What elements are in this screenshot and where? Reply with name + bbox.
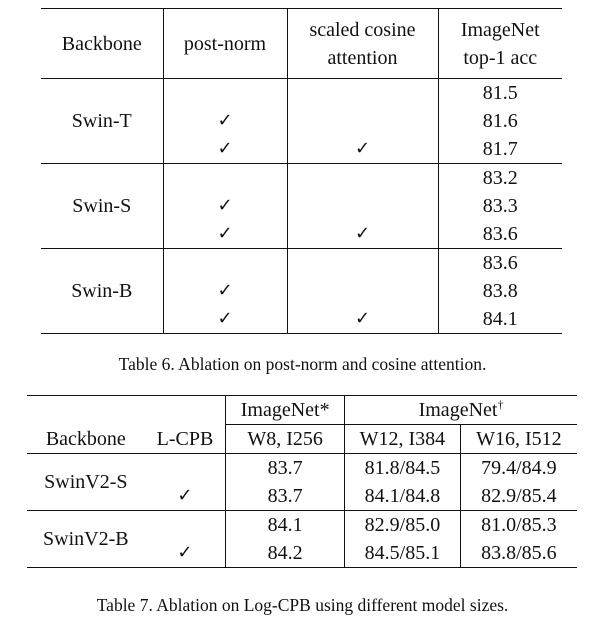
header-cosine-line2: attention [327, 46, 398, 69]
post-norm-cell: ✓ [163, 107, 287, 135]
cosine-cell [287, 79, 438, 108]
table-7-caption: Table 7. Ablation on Log-CPB using different model sizes. [96, 595, 509, 615]
header-w8-i256: W8, I256 [226, 425, 345, 454]
value-cell: 81.0/85.3 [460, 511, 577, 540]
backbone-cell: SwinV2-S [27, 454, 145, 511]
post-norm-cell: ✓ [163, 277, 287, 305]
value-cell: 82.9/85.0 [345, 511, 461, 540]
table-header-row-2 [27, 425, 577, 454]
post-norm-cell: ✓ [163, 135, 287, 164]
acc-cell: 81.5 [438, 79, 562, 108]
header-imagenet-top1 [438, 9, 562, 79]
value-cell: 79.4/84.9 [460, 454, 577, 483]
cosine-cell [287, 277, 438, 305]
value-cell: 83.7 [226, 454, 345, 483]
table-row [41, 164, 562, 193]
cosine-cell [287, 192, 438, 220]
header-empty [27, 396, 145, 425]
header-backbone: Backbone [45, 427, 126, 450]
cosine-cell [287, 164, 438, 193]
header-w12-i384: W12, I384 [345, 425, 461, 454]
value-cell: 82.9/85.4 [481, 485, 557, 507]
cosine-cell: ✓ [287, 305, 438, 334]
acc-cell: 84.1 [482, 308, 518, 330]
backbone-cell: Swin-S [41, 164, 163, 249]
table-row [27, 454, 577, 483]
value-cell: 83.7 [226, 482, 345, 511]
cosine-cell [287, 249, 438, 278]
header-backbone: Backbone [41, 9, 163, 79]
acc-cell: 81.6 [482, 110, 518, 132]
post-norm-cell [163, 249, 287, 278]
lcpb-cell [145, 511, 226, 540]
header-imagenet-dagger-text: ImageNet [418, 399, 498, 421]
cosine-cell: ✓ [287, 220, 438, 249]
table-6 [41, 8, 562, 334]
acc-cell: 83.6 [482, 223, 518, 245]
post-norm-cell [163, 79, 287, 108]
value-cell: 84.1 [226, 511, 345, 540]
dagger-mark: † [497, 397, 504, 412]
header-scaled-cosine-attention [287, 9, 438, 79]
acc-cell: 81.7 [482, 138, 518, 160]
header-acc-line2: top-1 acc [463, 46, 538, 69]
backbone-cell: Swin-B [41, 249, 163, 334]
lcpb-cell [145, 454, 226, 483]
value-cell: 83.8/85.6 [481, 542, 557, 564]
cosine-cell [287, 107, 438, 135]
lcpb-cell: ✓ [145, 482, 226, 511]
post-norm-cell: ✓ [163, 220, 287, 249]
backbone-cell: SwinV2-B [27, 511, 145, 568]
post-norm-cell [163, 164, 287, 193]
acc-cell: 83.3 [482, 195, 518, 217]
table-6-caption: Table 6. Ablation on post-norm and cosine attention. [118, 354, 487, 374]
header-imagenet-star: ImageNet* [226, 396, 345, 425]
post-norm-cell: ✓ [163, 192, 287, 220]
header-cosine-line1: scaled cosine [309, 18, 416, 41]
table-row [41, 79, 562, 108]
table-header-row-1 [27, 396, 577, 425]
value-cell: 84.5/85.1 [345, 539, 461, 568]
acc-cell: 83.2 [438, 164, 562, 193]
header-lcpb: L-CPB [145, 425, 226, 454]
post-norm-cell: ✓ [163, 305, 287, 334]
acc-cell: 83.8 [482, 280, 518, 302]
header-acc-line1: ImageNet [460, 18, 540, 41]
header-imagenet-dagger [345, 396, 577, 425]
table-row [41, 249, 562, 278]
acc-cell: 83.6 [438, 249, 562, 278]
cosine-cell: ✓ [287, 135, 438, 164]
backbone-cell: Swin-T [41, 79, 163, 164]
header-post-norm: post-norm [163, 9, 287, 79]
value-cell: 81.8/84.5 [345, 454, 461, 483]
table-header-row [41, 9, 562, 79]
header-w16-i512: W16, I512 [460, 425, 577, 454]
header-empty [145, 396, 226, 425]
value-cell: 84.2 [226, 539, 345, 568]
table-7 [27, 395, 577, 568]
table-row [27, 511, 577, 540]
value-cell: 84.1/84.8 [345, 482, 461, 511]
lcpb-cell: ✓ [145, 539, 226, 568]
